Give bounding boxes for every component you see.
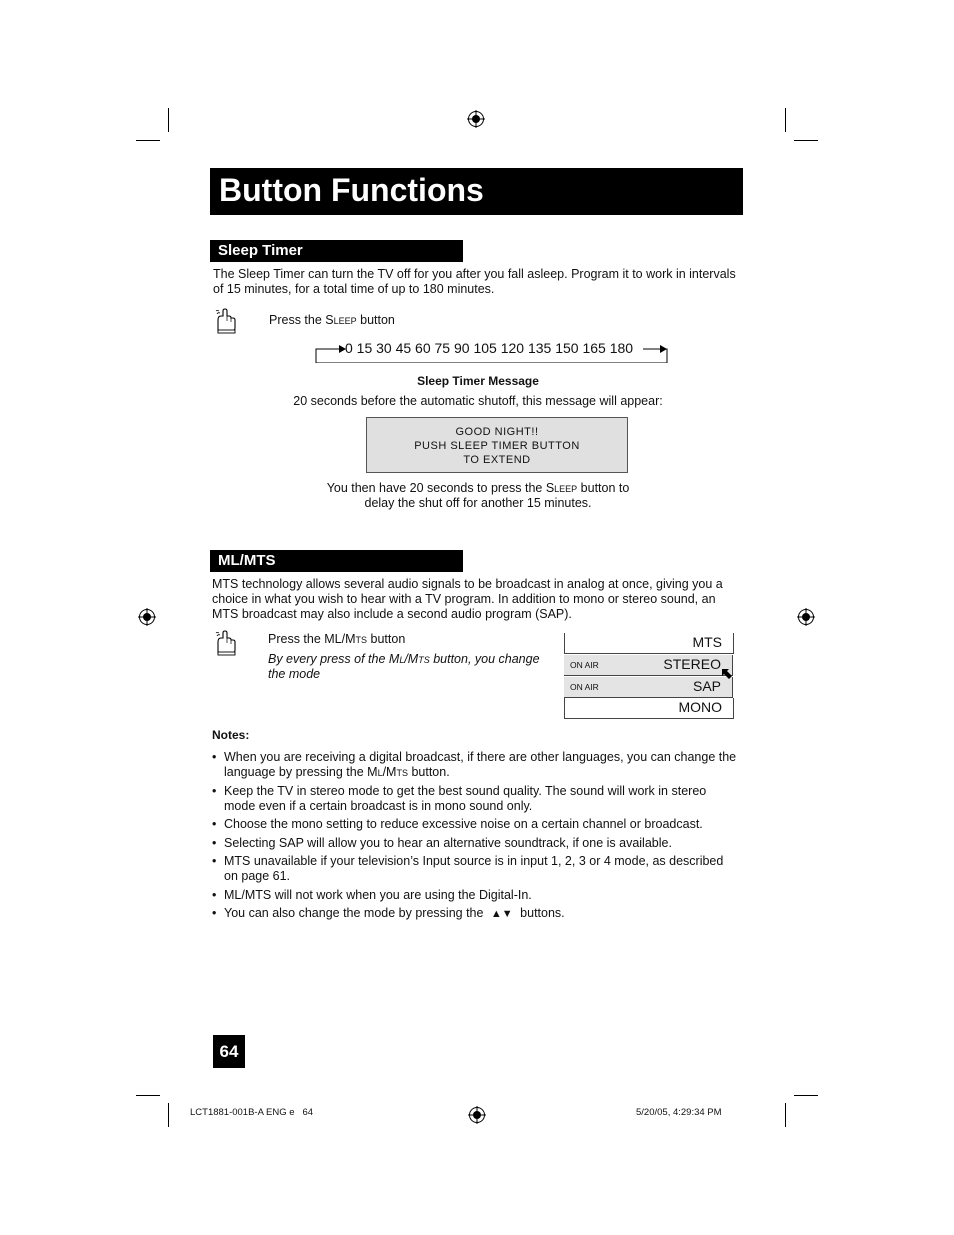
sleep-timer-heading <box>210 240 463 262</box>
note-item <box>212 836 752 851</box>
note-item <box>212 817 752 832</box>
crop-mark <box>168 1103 169 1127</box>
registration-mark-icon <box>467 110 485 128</box>
bullet: • <box>212 783 217 798</box>
bullet: • <box>212 906 217 920</box>
intro-line: MTS broadcast may also include a second audio program (SAP). <box>212 607 572 621</box>
mode-label: STEREO <box>663 656 721 672</box>
registration-mark-icon <box>797 608 815 626</box>
intro-line: of 15 minutes, for a total time of up to 180 minutes. <box>213 282 495 296</box>
sleep-button-name: Sleep <box>545 481 578 495</box>
instruction-text: button <box>367 632 406 646</box>
note-item <box>212 888 752 903</box>
registration-mark-icon <box>468 1106 486 1124</box>
crop-mark <box>794 1095 818 1096</box>
note-text: ML/MTS will not work when you are using the Digital-In. <box>224 887 532 902</box>
mode-text: button, you change <box>429 652 540 666</box>
mode-text: By every press of the M <box>268 652 400 666</box>
mode-text: the mode <box>268 667 321 681</box>
crop-mark <box>785 1103 786 1127</box>
bullet: • <box>212 854 217 868</box>
note-text: buttons. <box>516 906 565 920</box>
screen-line: GOOD NIGHT!! <box>455 426 539 438</box>
mlmts-intro <box>212 577 752 622</box>
intro-line: MTS technology allows several audio signals to be broadcast in analog at once, giving you a <box>212 577 723 591</box>
sleep-after-text <box>213 481 743 511</box>
sleep-timer-heading-text: Sleep Timer <box>218 242 303 259</box>
note-text: button. <box>407 765 450 779</box>
bullet: • <box>212 817 217 831</box>
after-text: button to <box>577 481 630 495</box>
note-item <box>212 750 752 780</box>
after-text: delay the shut off for another 15 minutes. <box>364 496 592 510</box>
page-number: 64 <box>213 1035 245 1068</box>
mlmts-button-name: ts <box>355 632 368 646</box>
sleep-button-name: Sleep <box>325 313 357 327</box>
mts-mode-row-sap <box>564 677 733 698</box>
on-air-label: ON AIR <box>570 682 599 692</box>
note-text: Keep the TV in stereo mode to get the best sound quality. The sound will work in stereo <box>224 783 707 798</box>
notes-list <box>212 750 752 926</box>
up-down-arrows-icon: ▲▼ <box>490 908 513 920</box>
mode-label: MONO <box>678 699 722 715</box>
note-text: When you are receiving a digital broadcast, if there are other languages, you can change the <box>224 750 737 764</box>
crop-mark <box>794 140 818 141</box>
instruction-text: Press the ML/M <box>268 632 356 646</box>
page-title: Button Functions <box>219 172 484 208</box>
crop-mark <box>785 108 786 132</box>
sleep-interval-sequence <box>315 339 668 363</box>
page-title-bar <box>210 168 743 215</box>
sleep-message-title: Sleep Timer Message <box>417 374 539 388</box>
mts-mode-row-stereo <box>564 655 733 676</box>
mlmts-press-instruction <box>268 632 405 647</box>
instruction-text: button <box>356 313 395 327</box>
mts-mode-row-mts <box>564 633 734 654</box>
note-text: MTS unavailable if your television’s Input source is in input 1, 2, 3 or 4 mode, as described <box>224 854 724 868</box>
note-text: Selecting SAP will allow you to hear an alternative soundtrack, if one is available. <box>224 835 672 850</box>
note-text: You can also change the mode by pressing the <box>224 906 487 920</box>
note-item <box>212 854 752 884</box>
hand-press-icon <box>214 308 238 334</box>
screen-line: PUSH SLEEP TIMER BUTTON <box>414 440 580 452</box>
crop-mark <box>168 108 169 132</box>
bullet: • <box>212 887 217 902</box>
crop-mark <box>136 1095 160 1096</box>
note-text: mode even if a certain broadcast is in mono sound only. <box>224 798 533 813</box>
mode-label: MTS <box>692 634 722 650</box>
mlmts-mode-instruction <box>268 652 558 682</box>
bullet: • <box>212 750 217 764</box>
hand-press-icon <box>214 630 238 656</box>
after-text: You then have 20 seconds to press the <box>326 481 546 495</box>
screen-line: TO EXTEND <box>463 454 531 466</box>
footer-left: LCT1881-001B-A ENG e 64 <box>190 1107 314 1118</box>
note-item <box>212 906 752 922</box>
on-air-label: ON AIR <box>570 660 599 670</box>
note-text: language by pressing the M <box>224 765 378 779</box>
intro-line: The Sleep Timer can turn the TV off for you after you fall asleep. Program it to work in intervals <box>213 267 736 281</box>
sleep-message-intro: 20 seconds before the automatic shutoff, this message will appear: <box>293 394 663 408</box>
note-text: Choose the mono setting to reduce excessive noise on a certain channel or broadcast. <box>224 817 703 831</box>
mts-mode-row-mono <box>564 698 734 719</box>
sleep-timer-intro <box>213 267 753 297</box>
notes-title: Notes: <box>212 728 250 742</box>
mlmts-heading-text: ML/MTS <box>218 552 276 569</box>
note-text: on page 61. <box>224 869 291 883</box>
cycle-arrow-icon <box>721 668 733 680</box>
note-item <box>212 784 752 814</box>
sleep-message-screen <box>366 417 628 473</box>
sleep-press-instruction <box>269 313 395 328</box>
mlmts-button-name: l/Mts <box>377 765 408 779</box>
sequence-values: 0 15 30 45 60 75 90 105 120 135 150 165 180 <box>345 340 634 356</box>
crop-mark <box>136 140 160 141</box>
footer-right: 5/20/05, 4:29:34 PM <box>636 1107 722 1118</box>
instruction-text: Press the <box>269 313 326 327</box>
mode-label: SAP <box>692 678 721 694</box>
bullet: • <box>212 835 217 850</box>
mlmts-heading <box>210 550 463 572</box>
registration-mark-icon <box>138 608 156 626</box>
mlmts-button-name: l/Mts <box>399 652 430 666</box>
intro-line: choice in what you wish to hear with a TV program. In addition to mono or stereo sound, an <box>212 592 716 606</box>
